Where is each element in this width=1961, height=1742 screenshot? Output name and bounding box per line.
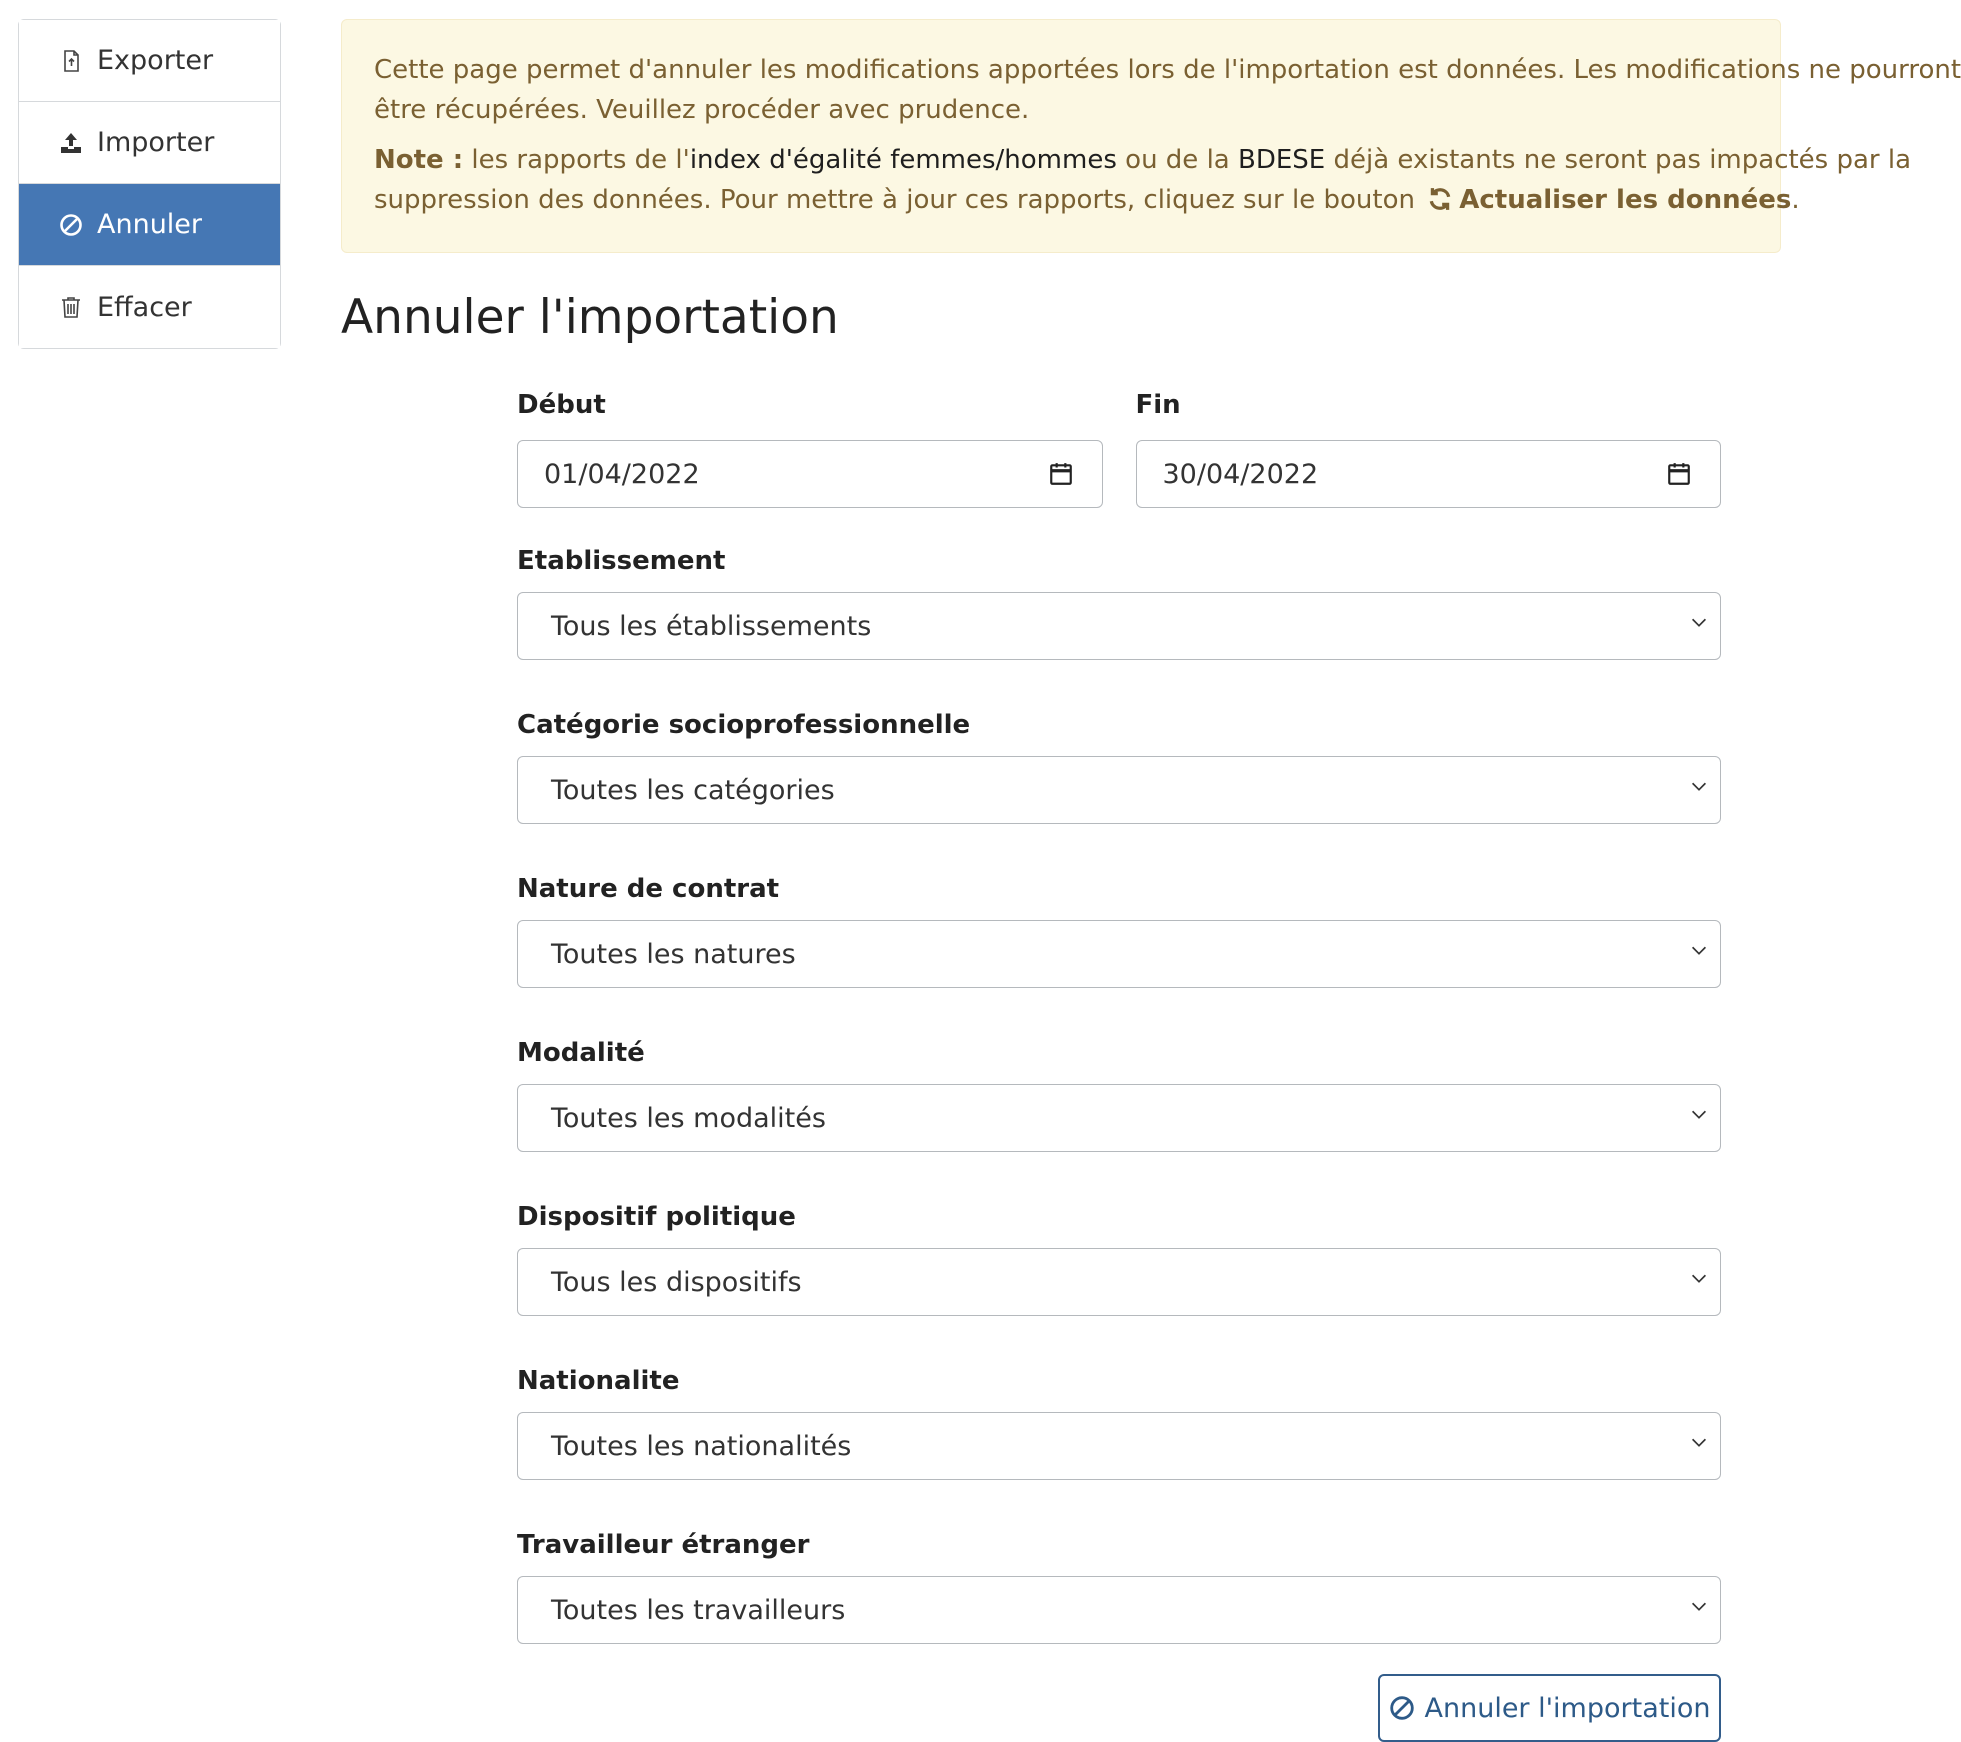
file-export-icon [57,47,85,75]
nature-select[interactable] [517,920,1721,988]
button-label: Annuler l'importation [1424,1692,1711,1724]
categorie-value: Toutes les catégories [551,774,835,806]
debut-label: Début [517,390,606,420]
travailleur-label: Travailleur étranger [517,1530,810,1560]
fin-label: Fin [1135,390,1181,420]
chevron-down-icon [1688,1431,1710,1453]
calendar-icon[interactable] [1666,461,1692,487]
etablissement-value: Tous les établissements [551,610,872,642]
dispositif-value: Tous les dispositifs [551,1266,802,1298]
nature-label: Nature de contrat [517,874,780,904]
chevron-down-icon [1688,1267,1710,1289]
chevron-down-icon [1688,775,1710,797]
alert-line: être récupérées. Veuillez procéder avec prudence. [374,95,1030,125]
alert-message [374,50,1961,130]
ban-icon [1389,1695,1415,1721]
bdese-link[interactable]: BDESE [1238,145,1326,175]
ban-icon [57,211,85,239]
debut-date-input[interactable] [517,440,1103,508]
trash-icon [57,293,85,321]
modalite-value: Toutes les modalités [551,1102,826,1134]
chevron-down-icon [1688,1595,1710,1617]
sidebar-menu [18,19,281,349]
nature-value: Toutes les natures [551,938,796,970]
chevron-down-icon [1688,611,1710,633]
fin-date-value: 30/04/2022 [1162,458,1319,490]
annuler-importation-button[interactable] [1378,1674,1721,1742]
sidebar-item-annuler[interactable] [19,184,280,266]
modalite-select[interactable] [517,1084,1721,1152]
sidebar-item-effacer[interactable] [19,266,280,348]
etablissement-label: Etablissement [517,546,726,576]
cancel-import-form [517,388,1721,1742]
sidebar-item-exporter[interactable] [19,20,280,102]
categorie-label: Catégorie socioprofessionnelle [517,710,971,740]
alert-line: Cette page permet d'annuler les modifications apportées lors de l'importation est données. Les modifications ne pourront [374,55,1961,85]
sidebar-item-importer[interactable] [19,102,280,184]
note-text: . [1791,185,1800,215]
sidebar-item-label: Exporter [97,45,214,76]
nationalite-value: Toutes les nationalités [551,1430,852,1462]
dispositif-label: Dispositif politique [517,1202,796,1232]
travailleur-value: Toutes les travailleurs [551,1594,846,1626]
chevron-down-icon [1688,939,1710,961]
categorie-select[interactable] [517,756,1721,824]
sidebar-item-label: Effacer [97,291,192,323]
calendar-icon[interactable] [1048,461,1074,487]
modalite-label: Modalité [517,1038,645,1068]
alert-note [374,140,1912,220]
note-text: suppression des données. Pour mettre à jour ces rapports, cliquez sur le bouton [374,185,1415,215]
index-egalite-link[interactable]: index d'égalité femmes/hommes [689,145,1117,175]
nationalite-label: Nationalite [517,1366,680,1396]
actualiser-reference: Actualiser les données [1459,185,1792,215]
etablissement-select[interactable] [517,592,1721,660]
chevron-down-icon [1688,1103,1710,1125]
warning-alert [341,19,1961,253]
travailleur-select[interactable] [517,1576,1721,1644]
dispositif-select[interactable] [517,1248,1721,1316]
debut-date-value: 01/04/2022 [544,458,700,490]
upload-icon [57,129,85,157]
nationalite-select[interactable] [517,1412,1721,1480]
fin-date-input[interactable] [1136,440,1722,508]
page-title: Annuler l'importation [341,290,839,345]
note-text: les rapports de l' [463,145,690,175]
note-text: ou de la [1116,145,1238,175]
sidebar-item-label: Importer [97,127,215,158]
refresh-icon [1427,186,1453,212]
sidebar-item-label: Annuler [97,209,203,240]
note-text: déjà existants ne seront pas impactés par la [1325,145,1912,175]
note-label: Note : [374,145,464,175]
